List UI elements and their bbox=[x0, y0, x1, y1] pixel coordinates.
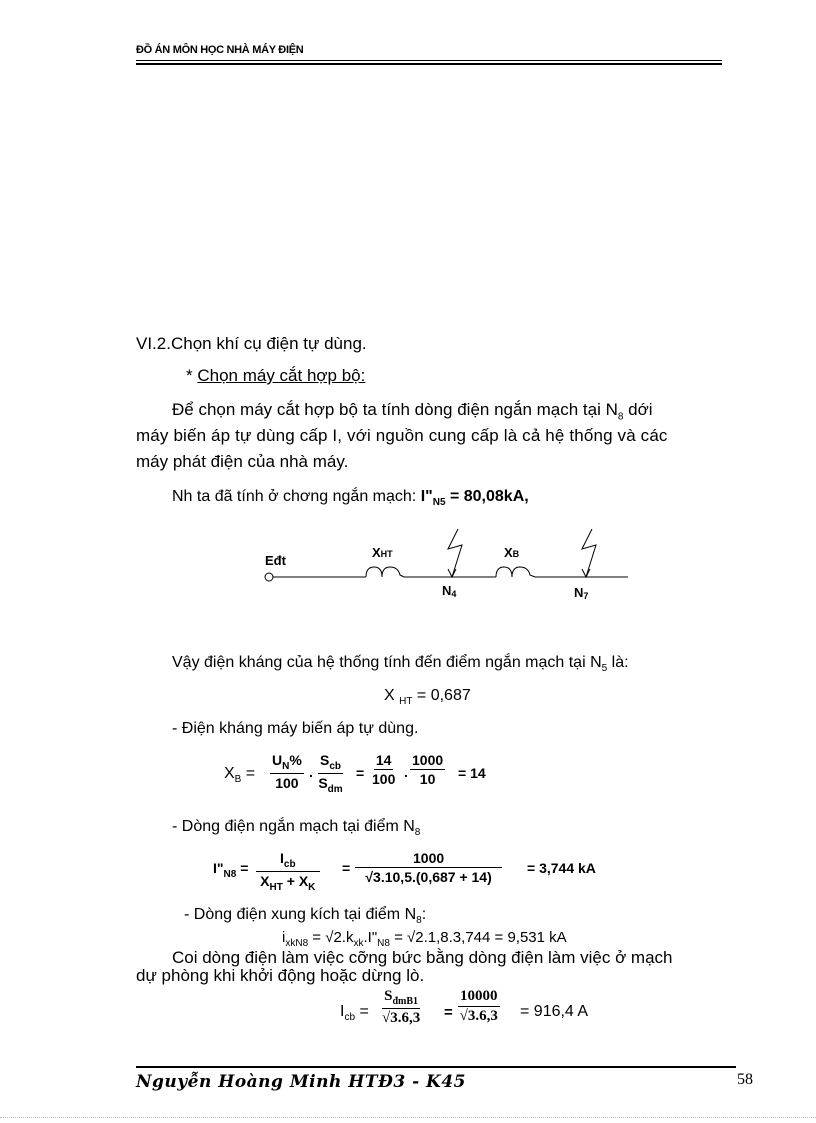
in8-frac-1-num: $I_{cb}$ bbox=[256, 850, 320, 872]
in8-frac-2-num: 1000 bbox=[355, 850, 502, 868]
xb-dot-1: . bbox=[309, 764, 313, 780]
xb-frac-4-num: 1000 bbox=[412, 752, 444, 768]
section-heading: VI.2.Chọn khí cụ điện tự dùng. bbox=[136, 334, 367, 353]
coi-line1: Coi dòng điện làm việc cỡng bức bằng dòng điện làm việc ở mạch bbox=[172, 948, 673, 967]
xht-equation bbox=[384, 687, 471, 707]
label-xht: XHT bbox=[372, 545, 393, 560]
xb-dot-2: . bbox=[404, 764, 408, 780]
fault-arrow-n4 bbox=[448, 529, 462, 577]
xht-lhs-sub: HT bbox=[399, 696, 413, 708]
circuit-diagram bbox=[250, 525, 650, 605]
xht-rhs: = 0,687 bbox=[412, 687, 471, 704]
in8-lhs-text: I" bbox=[213, 860, 224, 876]
in8-lhs: $I"_{N8}$ = bbox=[213, 860, 249, 880]
xb-frac-1-den: 100 bbox=[275, 774, 299, 791]
xht-intro-text: Vậy điện kháng của hệ thống tính đến điểm ngắn mạch tại N bbox=[172, 654, 602, 671]
label-n7: N7 bbox=[574, 585, 589, 601]
ixk-intro bbox=[184, 906, 426, 926]
subheading-bullet: * bbox=[186, 366, 198, 385]
header-rule-bottom bbox=[136, 63, 722, 65]
xb-lhs-text: X bbox=[224, 765, 235, 782]
xht-intro-sub: 5 bbox=[601, 663, 608, 675]
icb-eq: = bbox=[355, 1003, 369, 1020]
para1-line1-text: Để chọn máy cắt hợp bộ ta tính dòng điện ngắn mạch tại N bbox=[172, 400, 618, 419]
subheading-text: Chọn máy cắt hợp bộ: bbox=[197, 366, 366, 385]
label-n4: N4 bbox=[442, 583, 457, 599]
xb-frac-3 bbox=[372, 752, 395, 787]
para1-line3: máy phát điện của nhà máy. bbox=[136, 452, 349, 471]
xb-frac-2-den: $S_{dm}$ bbox=[318, 774, 343, 795]
xht-intro-end: là: bbox=[607, 654, 629, 671]
xb-frac-4-den: 10 bbox=[419, 771, 436, 787]
footer-author: Nguyễn Hoàng Minh HTĐ3 - K45 bbox=[136, 1072, 466, 1092]
xb-lhs bbox=[224, 765, 255, 785]
in8-frac-1 bbox=[256, 850, 320, 893]
xb-lhs-sub: B bbox=[234, 774, 242, 786]
icb-lhs-text: I bbox=[340, 1003, 345, 1020]
icb-frac-1-num: $S_{đmB1}$ bbox=[384, 988, 419, 1007]
xht-intro bbox=[172, 654, 629, 674]
para2-var: I" bbox=[420, 488, 433, 505]
xb-frac-3-num: 14 bbox=[375, 752, 392, 768]
icb-lhs-sub: cb bbox=[344, 1012, 356, 1024]
icb-lhs bbox=[340, 1003, 369, 1023]
icb-frac-1-den: √3.6,3 bbox=[382, 1010, 421, 1026]
fault-arrow-n7 bbox=[582, 529, 596, 577]
para2-var-sub: N5 bbox=[432, 497, 446, 509]
page-bottom-dots bbox=[0, 1117, 816, 1118]
icb-frac-2-den: √3.6,3 bbox=[459, 1008, 498, 1024]
coi-line2: dự phòng khi khởi động hoặc dừng lò. bbox=[136, 966, 425, 985]
xb-frac-3-den: 100 bbox=[372, 771, 396, 787]
icb-frac-1 bbox=[382, 988, 420, 1027]
header-title: ĐỒ ÁN MÔN HỌC NHÀ MÁY ĐIỆN bbox=[136, 44, 304, 56]
ixk-intro-end: : bbox=[421, 906, 427, 923]
in8-intro-text: - Dòng điện ngắn mạch tại điểm N bbox=[172, 818, 415, 835]
icb-frac-2 bbox=[458, 988, 500, 1025]
para1-line1 bbox=[172, 400, 758, 422]
in8-frac-2 bbox=[355, 850, 502, 885]
in8-result: = 3,744 kA bbox=[527, 860, 596, 876]
label-xb: XB bbox=[504, 545, 520, 560]
xb-intro: - Điện kháng máy biến áp tự dùng. bbox=[172, 720, 419, 737]
source-terminal bbox=[265, 573, 273, 581]
inductor-xb bbox=[496, 567, 535, 577]
xb-eq: = bbox=[241, 765, 256, 782]
xb-frac-1-num: $U_N\%$ bbox=[272, 752, 302, 772]
xb-eq-2: = bbox=[356, 765, 365, 781]
in8-intro-sub: 8 bbox=[414, 827, 421, 839]
para1-line1-end: dới bbox=[623, 400, 653, 419]
xb-frac-2 bbox=[318, 752, 343, 795]
para1-line2: máy biến áp tự dùng cấp I, với nguồn cung cấp là cả hệ thống và các bbox=[136, 426, 668, 445]
subheading bbox=[186, 366, 365, 386]
ixk-formula: $i_{xkN8}$ = $√2.k_{xk}.I"_{N8} = √2.1,8.3,744 = 9,531$ kA bbox=[282, 929, 567, 949]
in8-frac-2-den: √3.10,5.(0,687 + 14) bbox=[365, 869, 492, 885]
icb-result: = 916,4 A bbox=[520, 1003, 589, 1020]
para2 bbox=[172, 488, 529, 508]
in8-eq-2: = bbox=[342, 860, 351, 876]
in8-intro bbox=[172, 818, 420, 838]
xb-frac-1 bbox=[270, 752, 304, 791]
para1-line1-sub: 8 bbox=[617, 411, 624, 423]
xb-frac-2-num: $S_{cb}$ bbox=[320, 752, 342, 772]
label-source: Eđt bbox=[265, 553, 286, 568]
xb-result: = 14 bbox=[458, 765, 486, 781]
xht-lhs: X bbox=[384, 687, 400, 704]
page-number: 58 bbox=[737, 1071, 753, 1088]
footer-rule bbox=[136, 1066, 736, 1068]
xb-frac-4 bbox=[410, 752, 445, 787]
in8-frac-1-den: $X_{HT} + X_K$ bbox=[260, 872, 316, 893]
icb-eq-2: = bbox=[444, 1004, 453, 1021]
para2-value: = 80,08kA, bbox=[445, 488, 529, 505]
ixk-intro-text: - Dòng điện xung kích tại điểm N bbox=[184, 906, 417, 923]
icb-frac-2-num: 10000 bbox=[458, 988, 500, 1007]
ixk-intro-sub: 8 bbox=[416, 915, 422, 927]
header-rule-top bbox=[136, 60, 722, 61]
para2-text: Nh ta đã tính ở chơng ngắn mạch: bbox=[172, 488, 421, 505]
inductor-xht bbox=[366, 567, 404, 577]
in8-lhs-sub: N8 bbox=[223, 868, 237, 880]
